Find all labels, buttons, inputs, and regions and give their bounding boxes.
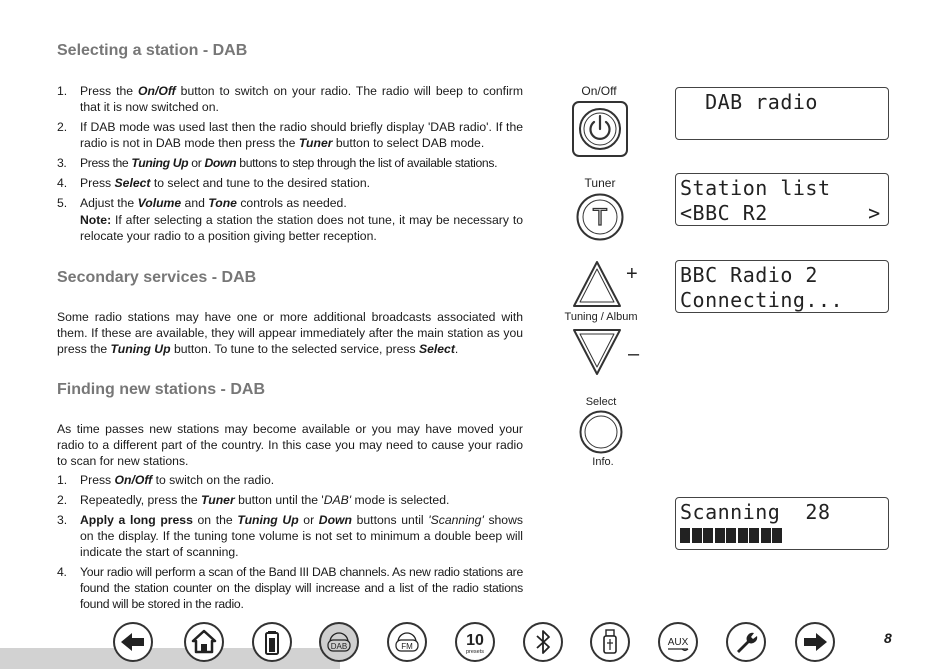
svg-text:DAB: DAB: [330, 642, 348, 651]
svg-text:10: 10: [466, 632, 484, 649]
list-item: 3. Apply a long press on the Tuning Up or Down buttons until 'Scanning' shows on the display. If the tuning tone volume is not set to minimum a double beep will indicate the start of scanning.: [57, 513, 523, 559]
lcd-display-scanning: [675, 497, 889, 550]
finding-steps: [57, 472, 523, 616]
fm-icon[interactable]: [387, 622, 427, 662]
progress-block: [761, 528, 771, 543]
tuning-down-button-icon[interactable]: [572, 328, 622, 376]
tuning-up-button-icon[interactable]: [572, 260, 622, 308]
progress-block: [738, 528, 748, 543]
secondary-paragraph: Some radio stations may have one or more additional broadcasts associated with them. If these are available, they will appear immediately after the main station as you press the Tuning Up button. To tune to the selected service, press Select.: [57, 310, 523, 356]
list-item: 5. Adjust the Volume and Tone controls as needed.: [57, 196, 347, 210]
selecting-steps: [57, 83, 523, 215]
list-item: 2. If DAB mode was used last then the radio should briefly display 'DAB radio'. If the radio is not in DAB mode then press the Tuner button to select DAB mode.: [57, 120, 523, 150]
lcd-display-dab-radio: [675, 87, 889, 140]
lcd-line-2: <BBC R2 >: [680, 201, 881, 225]
aux-icon[interactable]: [658, 622, 698, 662]
list-item: 3. Press the Tuning Up or Down buttons to step through the list of available stations.: [57, 156, 498, 170]
progress-block: [726, 528, 736, 543]
list-item: 4. Your radio will perform a scan of the Band III DAB channels. As new radio stations are found the station counter on the display will increase and a list of the radio stations found will be stored in the radio.: [57, 565, 523, 611]
select-button-icon[interactable]: [579, 410, 623, 454]
heading-selecting-station: Selecting a station - DAB: [57, 42, 248, 59]
progress-block: [772, 528, 782, 543]
list-item: 4. Press Select to select and tune to the desired station.: [57, 176, 370, 190]
lcd-line-1: BBC Radio 2: [680, 263, 818, 287]
svg-text:AUX: AUX: [667, 637, 689, 648]
select-label: Select: [585, 396, 617, 408]
svg-text:T: T: [593, 206, 607, 231]
plus-sign: +: [626, 263, 638, 285]
svg-text:FM: FM: [401, 642, 413, 651]
list-item: 1. Press the On/Off button to switch on your radio. The radio will beep to confirm that it is now switched on.: [57, 84, 523, 114]
tuning-album-label: Tuning / Album: [564, 311, 638, 323]
heading-secondary-services: Secondary services - DAB: [57, 269, 257, 286]
presets-icon[interactable]: [455, 622, 495, 662]
info-label: Info.: [592, 456, 614, 468]
progress-block: [703, 528, 713, 543]
lcd-display-station-list: [675, 173, 889, 226]
list-item: 2. Repeatedly, press the Tuner button until the 'DAB' mode is selected.: [57, 493, 450, 507]
finding-intro: As time passes new stations may become available or you may have moved your radio to a different part of the country. In this case you may need to cause your radio to scan for new stations.: [57, 422, 523, 468]
page-number: 8: [884, 630, 892, 646]
note-paragraph: Note: If after selecting a station the station does not tune, it may be necessary to relocate your radio to a position giving better reception.: [80, 213, 523, 243]
svg-text:presets: presets: [465, 649, 485, 655]
bluetooth-icon[interactable]: [523, 622, 563, 662]
lcd-line-1: Station list: [680, 176, 831, 200]
lcd-display-bbc-radio: [675, 260, 889, 313]
lcd-line-1: Scanning 28: [680, 500, 831, 524]
onoff-label: On/Off: [581, 84, 617, 98]
usb-icon[interactable]: [590, 622, 630, 662]
progress-block: [680, 528, 690, 543]
progress-block: [692, 528, 702, 543]
back-arrow-icon[interactable]: [113, 622, 153, 662]
list-item: 1. Press On/Off to switch on the radio.: [57, 473, 275, 487]
forward-arrow-icon[interactable]: [795, 622, 835, 662]
heading-finding-stations: Finding new stations - DAB: [57, 381, 265, 398]
tuner-button-icon[interactable]: [576, 193, 624, 241]
lcd-line-1: DAB radio: [680, 90, 818, 114]
tuner-label: Tuner: [584, 176, 616, 190]
lcd-line-2: Connecting...: [680, 288, 844, 312]
home-icon[interactable]: [184, 622, 224, 662]
progress-block: [749, 528, 759, 543]
progress-block: [715, 528, 725, 543]
minus-sign: –: [628, 343, 640, 365]
battery-icon[interactable]: [252, 622, 292, 662]
wrench-icon[interactable]: [726, 622, 766, 662]
power-button-icon[interactable]: [572, 101, 628, 157]
dab-icon[interactable]: [319, 622, 359, 662]
